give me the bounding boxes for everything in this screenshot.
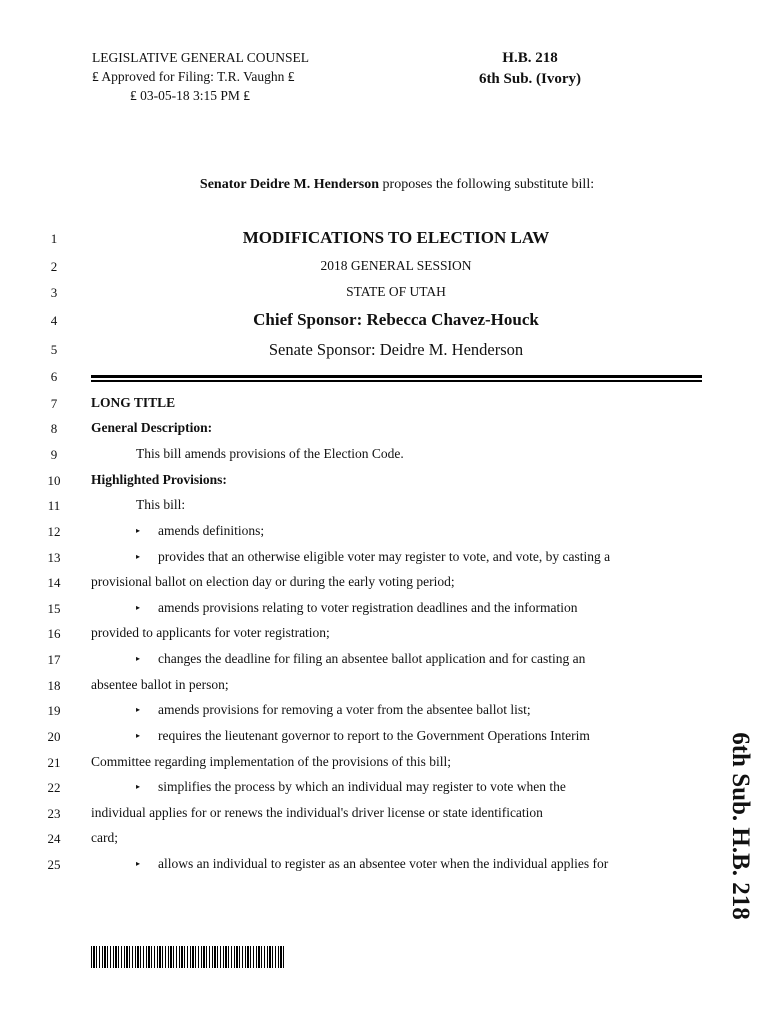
line-number: 11 [47,498,61,513]
proposing-senator: Senator Deidre M. Henderson [199,177,380,192]
provision-item: ▸ amends provisions for removing a voter from the absentee ballot list; [136,702,531,717]
provision-item: ▸ changes the deadline for filing an absentee ballot application and for casting an [136,651,586,666]
highlighted-provisions-heading: Highlighted Provisions: [91,472,227,487]
line-number: 17 [47,652,61,667]
office-name: LEGISLATIVE GENERAL COUNSEL [92,50,309,65]
bullet-icon: ▸ [136,731,141,740]
this-bill-label: This bill: [136,497,186,512]
line-number: 24 [47,831,61,846]
timestamp-line: ₤ 03-05-18 3:15 PM ₤ [130,88,251,103]
sidebar-bill-label: 6th Sub. H.B. 218 [727,732,754,920]
provision-continuation: provided to applicants for voter registration; [91,625,330,640]
bullet-icon: ▸ [136,603,141,612]
state-label: STATE OF UTAH [346,284,446,299]
substitute-label: 6th Sub. (Ivory) [478,71,582,87]
line-number: 5 [50,342,58,357]
line-number: 3 [50,285,58,300]
proposal-text: proposes the following substitute bill: [379,177,595,192]
provision-item: ▸ allows an individual to register as an absentee voter when the individual applies for [136,856,609,871]
line-number: 2 [50,259,58,274]
line-number: 15 [47,601,61,616]
bullet-icon: ▸ [136,705,141,714]
line-number: 6 [50,369,58,384]
line-number: 21 [47,755,61,770]
proposal-line [0,177,770,193]
provision-continuation: individual applies for or renews the individual's driver license or state identification [91,805,543,820]
line-number: 18 [47,678,61,693]
chief-sponsor: Chief Sponsor: Rebecca Chavez-Houck [253,310,539,329]
line-number: 14 [47,575,61,590]
bullet-icon: ▸ [136,526,141,535]
long-title-heading: LONG TITLE [91,395,176,410]
provision-item: ▸ requires the lieutenant governor to report to the Government Operations Interim [136,728,590,743]
provision-continuation: provisional ballot on election day or during the early voting period; [91,574,455,589]
header-left [92,48,309,105]
line-number: 13 [47,550,61,565]
general-description: This bill amends provisions of the Election Code. [136,446,404,461]
line-number: 10 [47,473,61,488]
line-number: 4 [50,313,58,328]
provision-item: ▸ simplifies the process by which an individual may register to vote when the [136,779,566,794]
title-divider [91,375,702,378]
line-number: 16 [47,626,61,641]
provision-item: ▸ amends definitions; [136,523,265,538]
line-number: 22 [47,780,61,795]
bullet-icon: ▸ [136,782,141,791]
bullet-icon: ▸ [136,654,141,663]
bullet-icon: ▸ [136,859,141,868]
line-number: 19 [47,703,61,718]
line-number: 25 [47,857,61,872]
barcode [91,946,285,968]
session-label: 2018 GENERAL SESSION [320,258,472,273]
title-divider-secondary [91,380,702,382]
line-number: 23 [47,806,61,821]
bullet-icon: ▸ [136,552,141,561]
line-number: 9 [50,447,58,462]
provision-item: ▸ amends provisions relating to voter registration deadlines and the information [136,600,578,615]
approval-line: ₤ Approved for Filing: T.R. Vaughn ₤ [92,69,295,84]
header-right [450,48,610,90]
line-number: 1 [50,231,58,246]
bill-title: MODIFICATIONS TO ELECTION LAW [242,228,550,247]
provision-continuation: absentee ballot in person; [91,677,229,692]
line-number: 7 [50,396,58,411]
line-number: 12 [47,524,61,539]
provision-item: ▸ provides that an otherwise eligible voter may register to vote, and vote, by casting a [136,549,611,564]
general-description-heading: General Description: [91,420,213,435]
senate-sponsor: Senate Sponsor: Deidre M. Henderson [268,340,524,359]
provision-continuation: card; [91,830,118,845]
line-number: 8 [50,421,58,436]
provision-continuation: Committee regarding implementation of the provisions of this bill; [91,754,451,769]
line-number: 20 [47,729,61,744]
bill-number: H.B. 218 [502,50,558,66]
